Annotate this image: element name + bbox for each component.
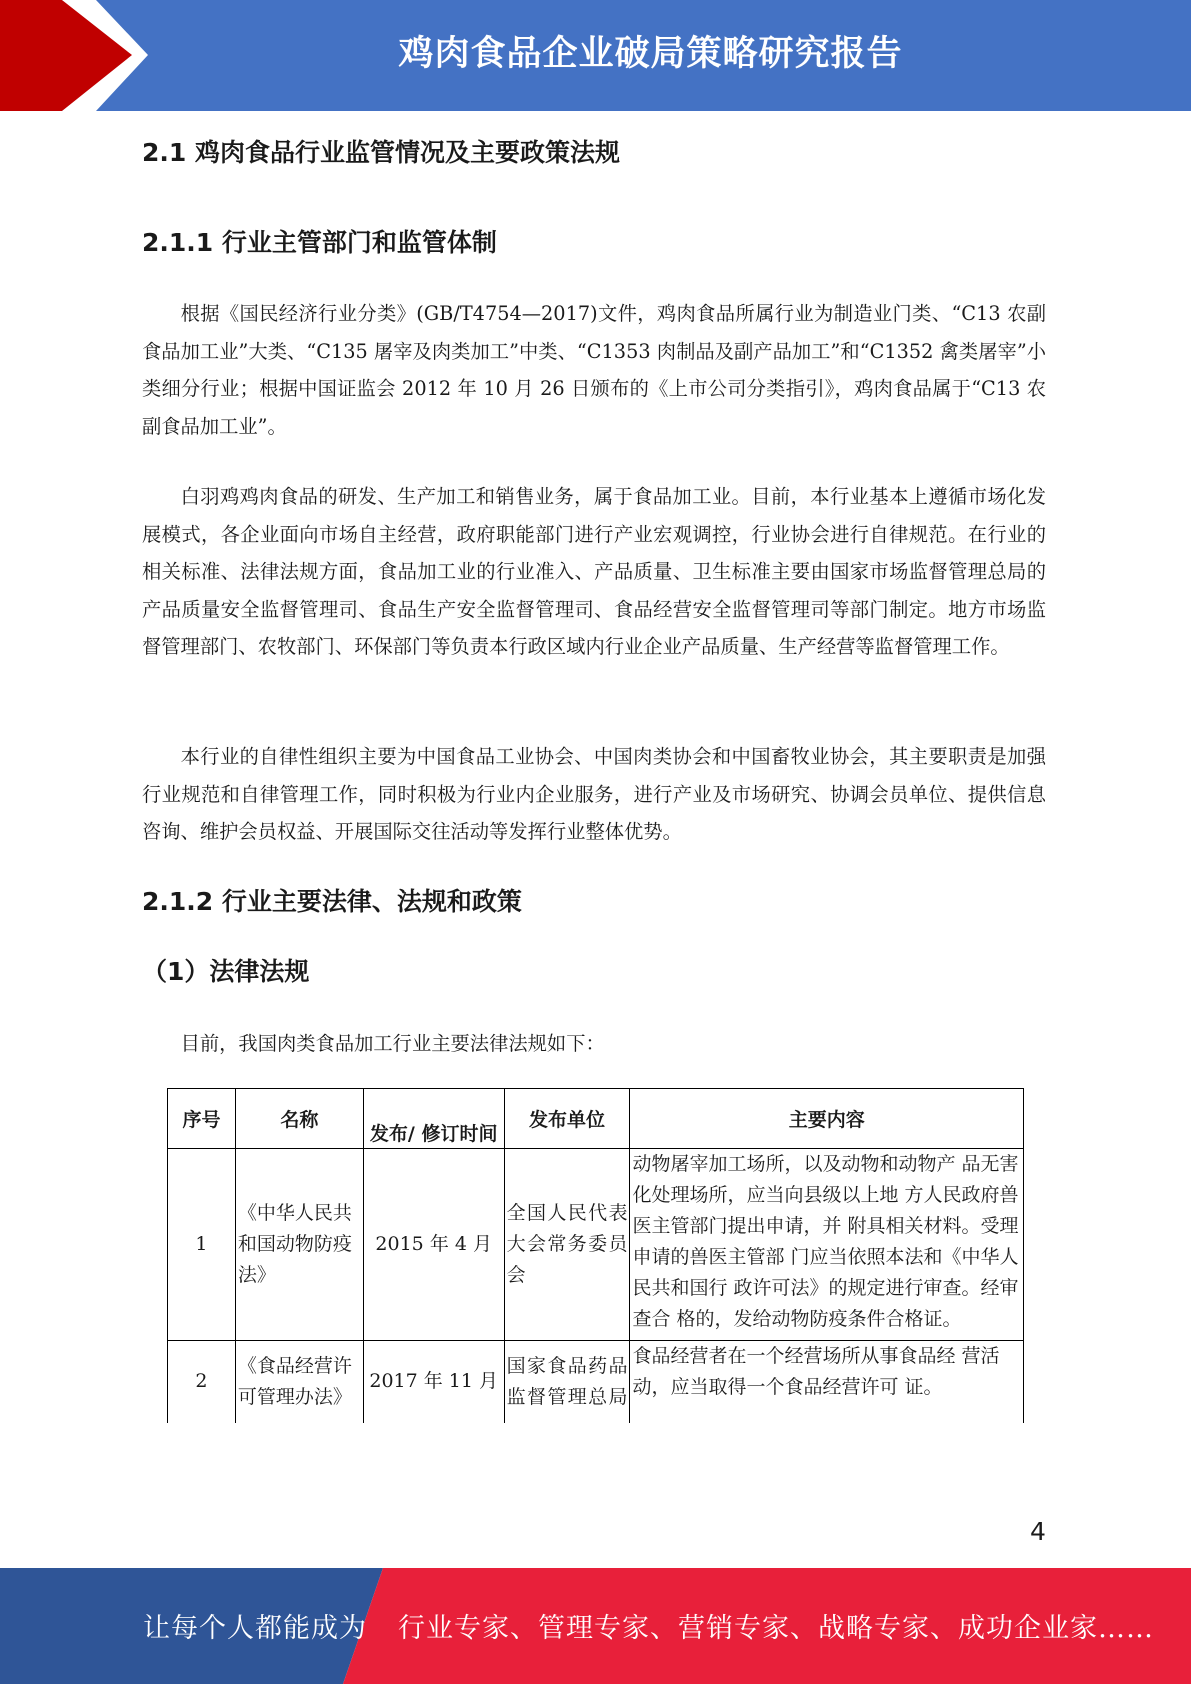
row-date: 2015 年 4 月 [363, 1149, 504, 1341]
header-date: 发布/ 修订时间 [363, 1089, 504, 1149]
paragraph-self-regulatory-organizations: 本行业的自律性组织主要为中国食品工业协会、中国肉类协会和中国畜牧业协会，其主要职责是加强行业规范和自律管理工作，同时积极为行业内企业服务，进行产业及市场研究、协调会员单位、提供信息咨询、维护会员权益、开展国际交往活动等发挥行业整体优势。 [142, 745, 1046, 843]
paragraph-laws-intro: 目前，我国肉类食品加工行业主要法律法规如下： [180, 1032, 605, 1055]
row-unit: 国家食品药品监督管理总局 [504, 1341, 630, 1423]
subsection-heading-laws: （1）法律法规 [142, 957, 310, 986]
row-date: 2017 年 11 月 [363, 1341, 504, 1423]
row-unit: 全国人民代表大会常务委员会 [504, 1149, 630, 1341]
footer-slogan-left: 让每个人都能成为 [143, 1613, 367, 1644]
table-row [168, 1149, 1024, 1341]
row-content: 动物屠宰加工场所，以及动物和动物产 品无害化处理场所，应当向县级以上地 方人民政府兽医主管部门提出申请，并 附具相关材料。受理申请的兽医主管部 门应当依照本法和《中华人民共和国行 政许可法》的规定进行审查。经审查合 格的，发给动物防疫条件合格证。 [630, 1149, 1024, 1341]
paragraph-white-feather-chicken: 白羽鸡鸡肉食品的研发、生产加工和销售业务，属于食品加工业。目前，本行业基本上遵循市场化发展模式，各企业面向市场自主经营，政府职能部门进行产业宏观调控，行业协会进行自律规范。在行业的相关标准、法律法规方面，食品加工业的行业准入、产品质量、卫生标准主要由国家市场监督管理总局的产品质量安全监督管理司、食品生产安全监督管理司、食品经营安全监督管理司等部门制定。地方市场监督管理部门、农牧部门、环保部门等负责本行政区域内行业企业产品质量、生产经营等监督管理工作。 [142, 485, 1046, 658]
paragraph-industry-classification: 根据《国民经济行业分类》(GB/T4754—2017)文件，鸡肉食品所属行业为制造业门类、“C13 农副食品加工业”大类、“C135 屠宰及肉类加工”中类、“C1353 肉制品及副产品加工”和“C1352 禽类屠宰”小类细分行业；根据中国证监会 2012 年 10 月 26 日颁布的《上市公司分类指引》，鸡肉食品属于“C13 农副食品加工业”。 [142, 302, 1046, 438]
header-num: 序号 [168, 1089, 236, 1149]
section-heading-2-1-2: 2.1.2 行业主要法律、法规和政策 [142, 887, 522, 916]
header-content: 主要内容 [630, 1089, 1024, 1149]
row-num: 2 [168, 1341, 236, 1423]
header-banner [0, 0, 1191, 111]
report-title: 鸡肉食品企业破局策略研究报告 [398, 34, 903, 74]
table-header-row [168, 1089, 1024, 1149]
footer-banner [0, 1568, 1191, 1684]
header-unit: 发布单位 [504, 1089, 630, 1149]
page-number: 4 [1030, 1517, 1046, 1546]
laws-table [167, 1088, 1024, 1423]
table-row [168, 1341, 1024, 1423]
header-name: 名称 [235, 1089, 363, 1149]
footer-slogan-right: 行业专家、管理专家、营销专家、战略专家、成功企业家…… [398, 1613, 1154, 1644]
section-heading-2-1-1: 2.1.1 行业主管部门和监管体制 [142, 228, 497, 257]
row-name: 《中华人民共和国动物防疫法》 [235, 1149, 363, 1341]
row-content: 食品经营者在一个经营场所从事食品经 营活动，应当取得一个食品经营许可 证。 [630, 1341, 1024, 1423]
section-heading-2-1: 2.1 鸡肉食品行业监管情况及主要政策法规 [142, 138, 620, 167]
row-name: 《食品经营许可管理办法》 [235, 1341, 363, 1423]
row-num: 1 [168, 1149, 236, 1341]
